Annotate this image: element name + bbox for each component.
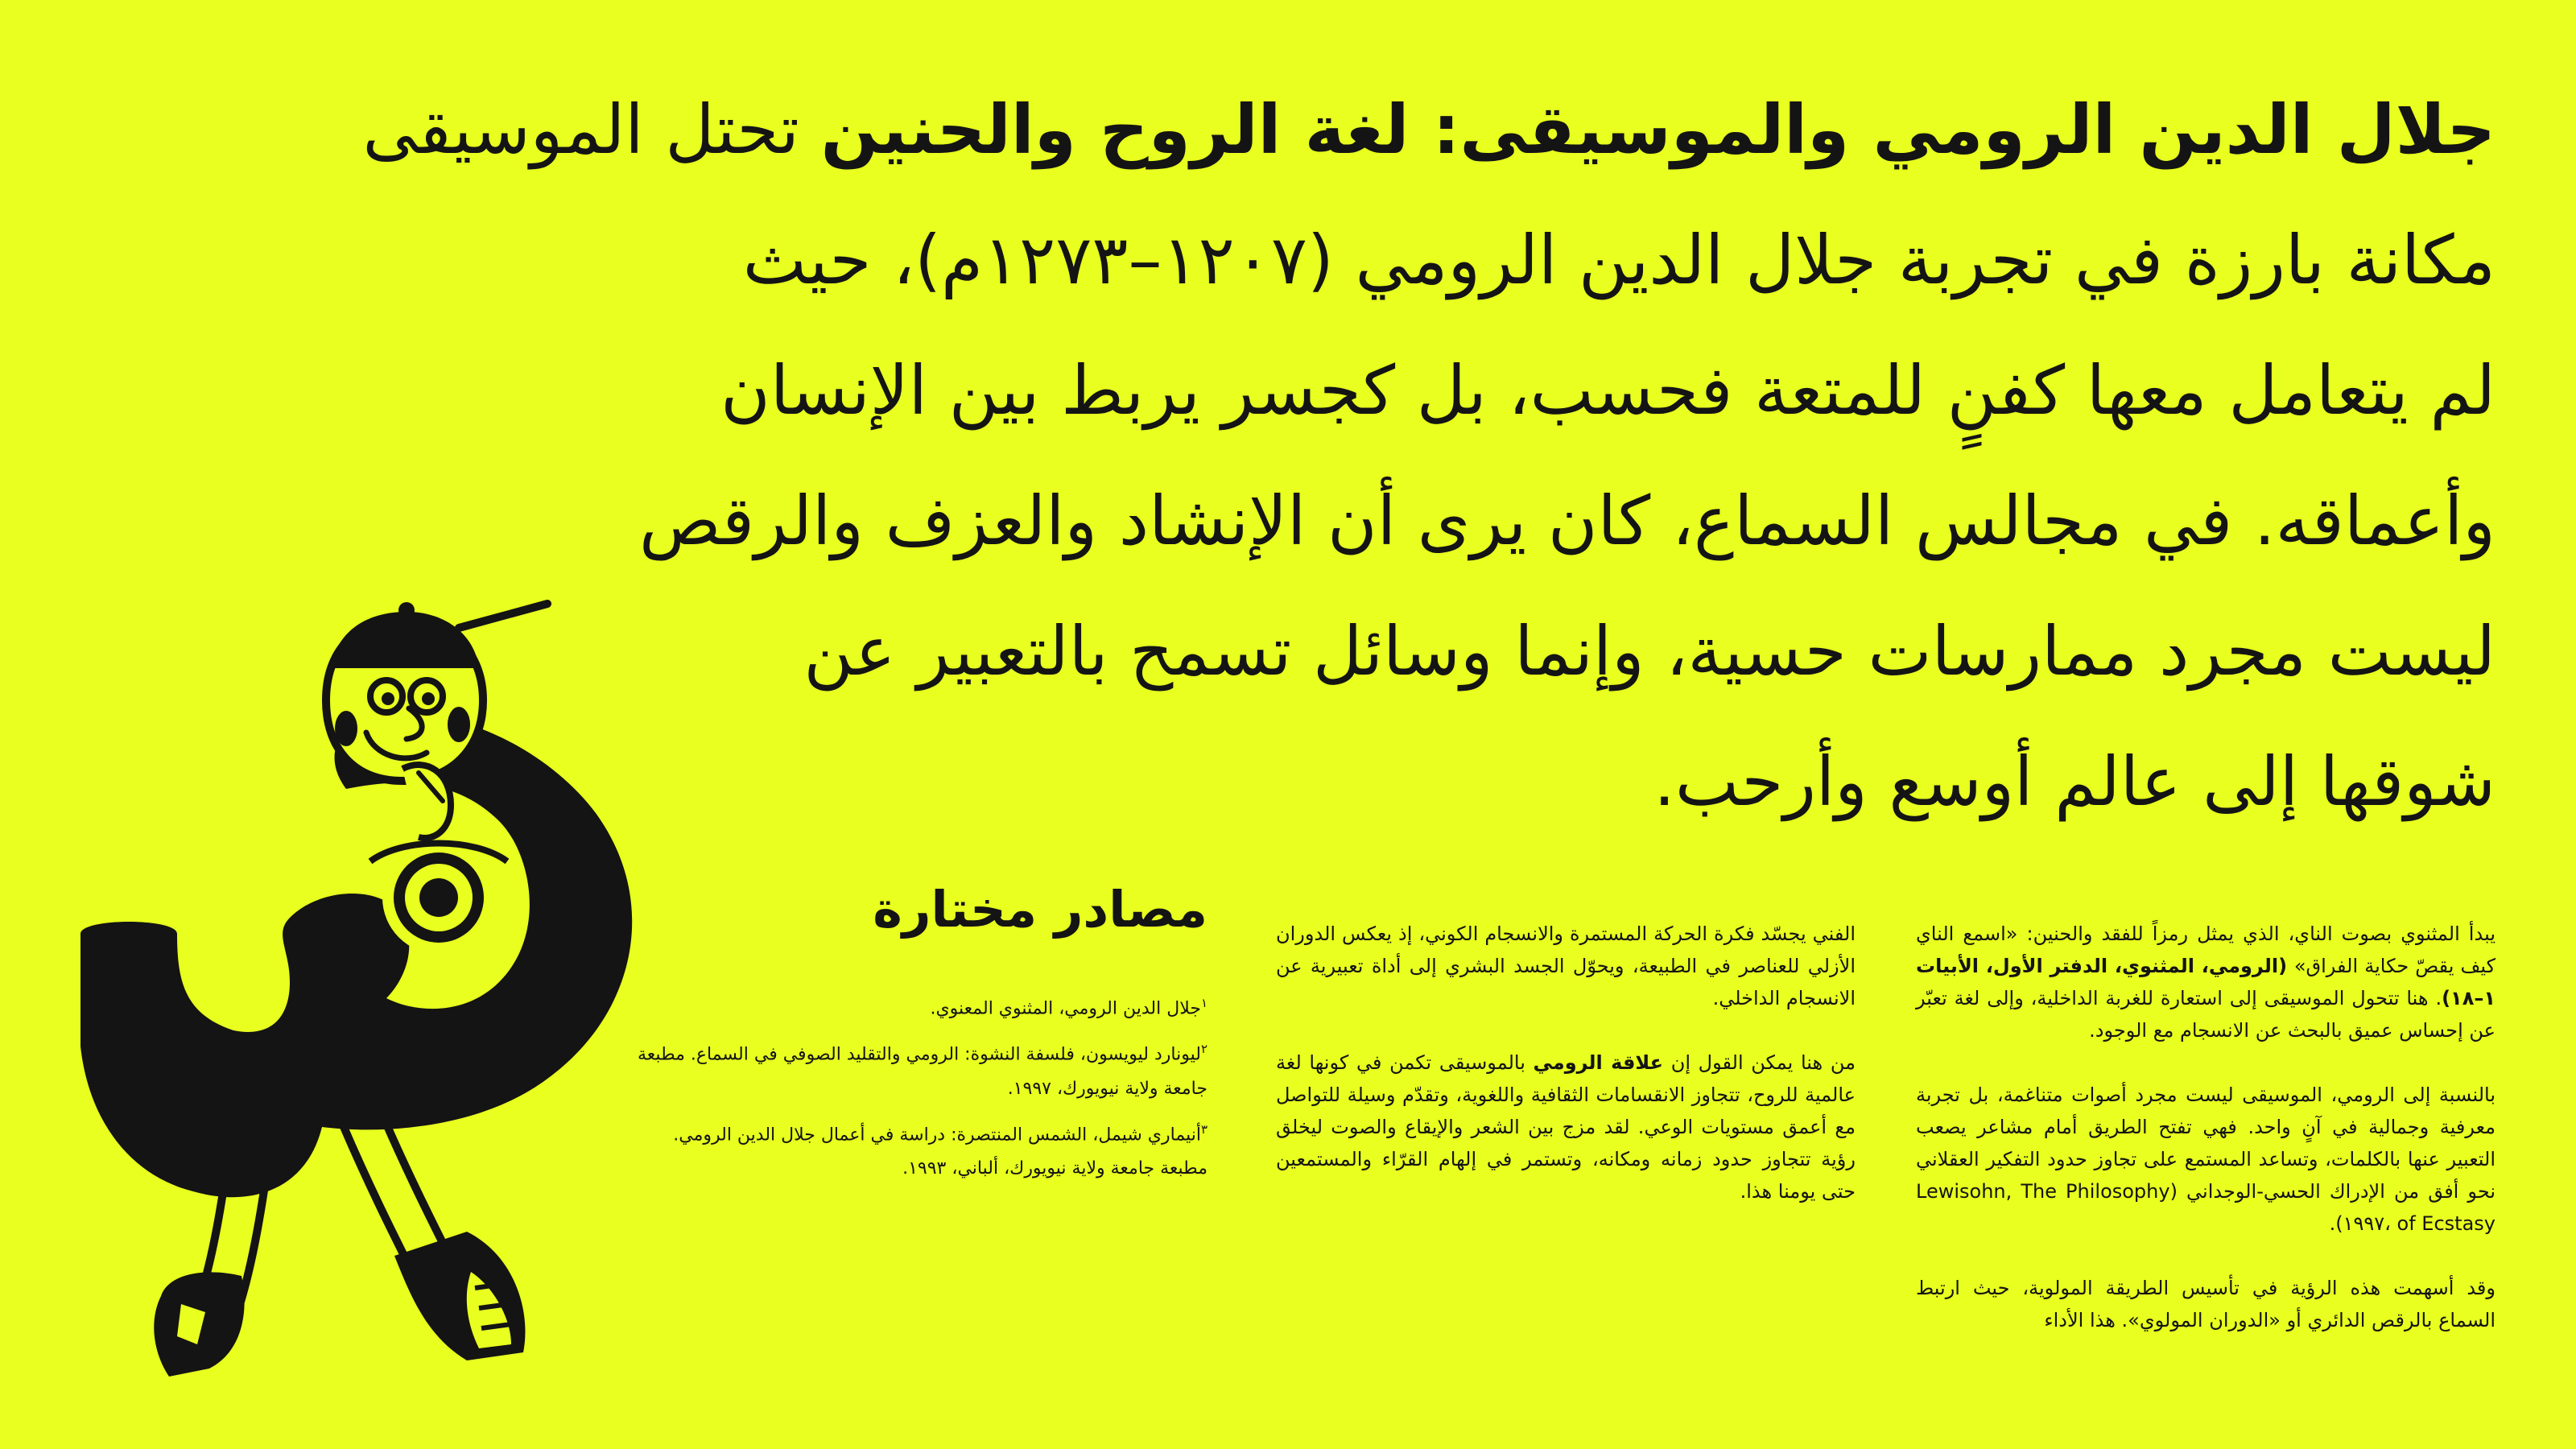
body-text: . هنا تتحول الموسيقى إلى استعارة للغربة الداخلية، وإلى لغة تعبّر عن إحساس عميق بالبحث عن الانسجام مع الوجود. [1916, 987, 2496, 1042]
article-title: جلال الدين الرومي والموسيقى: لغة الروح والحنين [820, 90, 2496, 169]
body-paragraph: وقد أسهمت هذه الرؤية في تأسيس الطريقة المولوية، حيث ارتبط السماع بالرقص الدائري أو «الدوران المولوي». هذا الأداء [1916, 1277, 2496, 1331]
headline-line-1 [80, 64, 2496, 195]
headline-line: ليست مجرد ممارسات حسية، وإنما وسائل تسمح بالتعبير عن [803, 612, 2496, 691]
sources-heading: مصادر مختارة [873, 880, 1208, 939]
emphasis-bold: علاقة الرومي [1533, 1051, 1664, 1074]
body-paragraph [1916, 918, 2496, 1046]
body-paragraph: بالنسبة إلى الرومي، الموسيقى ليست مجرد أصوات متناغمة، بل تجربة معرفية وجمالية في آنٍ واحد. فهي تفتح الطريق أمام مشاعر يصعب التعبير عنها بالكلمات، وتساعد المستمع على تجاوز حدود التفكير العقلاني نحو أفق من الإدراك الحسي-الوجداني (Lewisohn, The Philosophy of Ecstasy ،١٩٩٧). [1916, 1084, 2496, 1235]
headline-line: وأعماقه. في مجالس السماع، كان يرى أن الإنشاد والعزف والرقص [639, 481, 2496, 560]
headline-text: تحتل الموسيقى [362, 90, 799, 169]
body-text: يبدأ المثنوي بصوت الناي، الذي يمثل رمزاً للفقد والحنين: «اسمع الناي كيف يقصّ حكاية الفراق» [1916, 923, 2496, 977]
footnote-text: أنيماري شيمل، الشمس المنتصرة: دراسة في أعمال جلال الدين الرومي. مطبعة جامعة ولاية نيويورك، ألباني، ١٩٩٣. [673, 1124, 1208, 1179]
footnote-number: ١ [1200, 996, 1208, 1010]
headline-line: مكانة بارزة في تجربة جلال الدين الرومي (١٢٠٧–١٢٧٣م)، حيث [742, 221, 2496, 299]
footnote-number: ٢ [1200, 1042, 1208, 1057]
citation-bold: (الرومي، المثنوي، الدفتر الأول، الأبيات ١–١٨) [1916, 955, 2496, 1009]
body-column-right [1916, 918, 2496, 1368]
body-text: بالموسيقى تكمن في كونها لغة عالمية للروح، تتجاوز الانقسامات الثقافية واللغوية، وتقدّم وسيلة للتواصل مع أعمق مستويات الوعي. لقد مزج بين الشعر والإيقاع والصوت ليخلق رؤية تتجاوز حدود زمانه ومكانه، وتستمر في إلهام القرّاء والمستمعين حتى يومنا هذا. [1276, 1051, 1856, 1203]
footnote-text: جلال الدين الرومي، المثنوي المعنوي. [930, 998, 1201, 1019]
body-paragraph [1276, 1046, 1856, 1208]
body-column-middle [1276, 918, 1856, 1240]
headline-line: لم يتعامل معها كفنٍ للمتعة فحسب، بل كجسر يربط بين الإنسان [720, 351, 2496, 430]
body-paragraph: الفني يجسّد فكرة الحركة المستمرة والانسجام الكوني، إذ يعكس الدوران الأزلي للعناصر في الطبيعة، ويحوّل الجسد البشري إلى أداة تعبيرية عن الانسجام الداخلي. [1276, 923, 1856, 1009]
footnote-number: ٣ [1200, 1121, 1208, 1137]
letter-mascot-illustration [48, 483, 821, 1409]
footnote-text: ليونارد ليويسون، فلسفة النشوة: الرومي والتقليد الصوفي في السماع. مطبعة جامعة ولاية نيويورك، ١٩٩٧. [638, 1044, 1208, 1099]
body-text: من هنا يمكن القول إن [1663, 1051, 1856, 1074]
headline-line: شوقها إلى عالم أوسع وأرحب. [1653, 742, 2496, 821]
